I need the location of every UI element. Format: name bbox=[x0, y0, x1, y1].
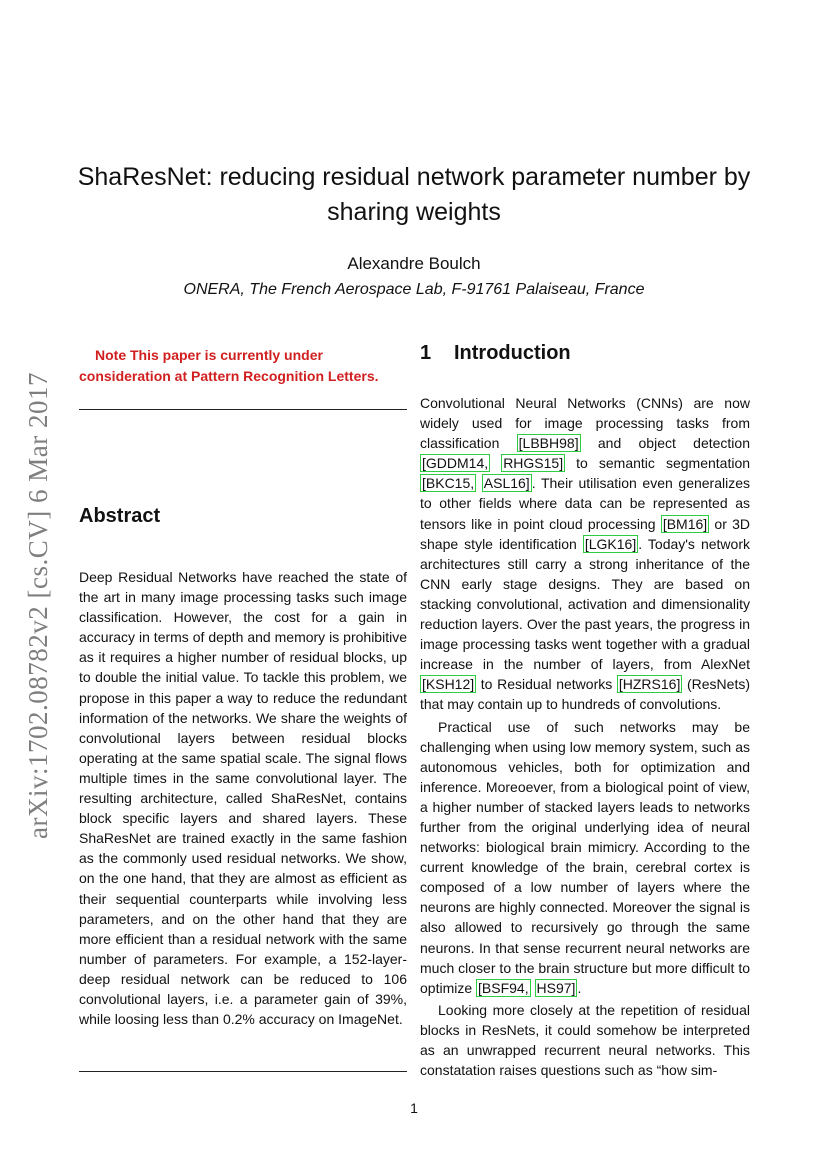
abstract-bottom-rule bbox=[79, 1071, 407, 1072]
citation-link[interactable]: [BKC15, bbox=[422, 475, 475, 492]
paper-title: ShaResNet: reducing residual network parameter number by sharing weights bbox=[77, 163, 751, 226]
submission-note: Note This paper is currently under consideration at Pattern Recognition Letters. bbox=[79, 347, 379, 384]
citation-link[interactable]: RHGS15] bbox=[503, 455, 564, 472]
abstract-heading: Abstract bbox=[79, 505, 161, 527]
citation-link[interactable]: [LBBH98] bbox=[518, 435, 579, 452]
page-number: 1 bbox=[410, 1100, 418, 1116]
citation-link[interactable]: [BSF94, bbox=[478, 979, 529, 996]
section-heading bbox=[420, 342, 750, 365]
citation-link[interactable]: HS97] bbox=[536, 979, 576, 996]
author-name: Alexandre Boulch bbox=[347, 254, 481, 273]
intro-paragraph-2: Practical use of such networks may be challenging when using low memory system, such as autonomous vehicles, both for optimization and inference. Moreoever, from a biological point of view, a higher number of stacked layers leads to networks further from the original underlying idea of neural networks: biological brain mimicry. According to the current knowledge of the brain, cerebral cortex is composed of a low number of layers where the neurons are highly connected. Moreover the signal is also allowed to recursively go through the same neurons. In that sense recurrent neural networks are much closer to the brain structure but more difficult to optimize [BSF94, HS97] . bbox=[420, 718, 750, 996]
citation-link[interactable]: [BM16] bbox=[662, 515, 708, 532]
citation-link[interactable]: [GDDM14, bbox=[422, 455, 489, 472]
arxiv-identifier-text: arXiv:1702.08782v2 [cs.CV] 6 Mar 2017 bbox=[22, 371, 53, 839]
citation-link[interactable]: ASL16] bbox=[483, 475, 530, 492]
section-number: 1 bbox=[420, 342, 432, 364]
citation-link[interactable]: [LGK16] bbox=[584, 535, 637, 552]
author-affiliation: ONERA, The French Aerospace Lab, F-91761 Palaiseau, France bbox=[183, 281, 645, 298]
intro-paragraph-1: Convolutional Neural Networks (CNNs) are now widely used for image processing tasks from classification [LBBH98] and object detection [GDDM14, RHGS15] to semantic segmentation [BKC15, ASL16] . Their utilisation even generalizes to other fields where data can be represented as tensors like in point cloud processing [BM16] or 3D shape style identification [LGK16] . Today's network architectures still carry a strong inheritance of the CNN early stage designs. They are based on stacking convolutional, activation and dimensionality reduction layers. Over the past years, the progress in image processing tasks went together with a gradual increase in the number of layers, from AlexNet [KSH12] to Residual networks [HZRS16] (ResNets) that may contain up to hundreds of convolutions. bbox=[420, 395, 751, 713]
left-column bbox=[79, 345, 407, 1028]
arxiv-identifier-stamp bbox=[18, 365, 58, 845]
citation-link[interactable]: [HZRS16] bbox=[618, 676, 681, 693]
abstract-top-rule bbox=[79, 409, 407, 410]
right-column bbox=[420, 342, 750, 1082]
intro-paragraph-3: Looking more closely at the repetition of residual blocks in ResNets, it could somehow be interpreted as an unwrapped recurrent neural networks. This constatation raises questions such as “how sim- bbox=[420, 1001, 750, 1079]
abstract-text: Deep Residual Networks have reached the state of the art in many image processing tasks such image classification. However, the cost for a gain in accuracy in terms of depth and memory is prohibitive as it requires a higher number of residual blocks, up to double the initial value. To tackle this problem, we propose in this paper a way to reduce the redundant information of the networks. We share the weights of convolutional layers between residual blocks operating at the same spatial scale. The signal flows multiple times in the same convolutional layer. The resulting architecture, called ShaResNet, contains block specific layers and shared layers. These ShaResNet are trained exactly in the same fashion as the commonly used residual networks. We show, on the one hand, that they are almost as efficient as their sequential counterparts while involving less parameters, and on the other hand that they are more efficient than a residual network with the same number of parameters. For example, a 152-layer-deep residual network can be reduced to 106 convolutional layers, i.e. a parameter gain of 39%, while loosing less than 0.2% accuracy on ImageNet. bbox=[79, 569, 407, 1028]
section-title: Introduction bbox=[454, 342, 571, 364]
citation-link[interactable]: [KSH12] bbox=[422, 676, 475, 693]
